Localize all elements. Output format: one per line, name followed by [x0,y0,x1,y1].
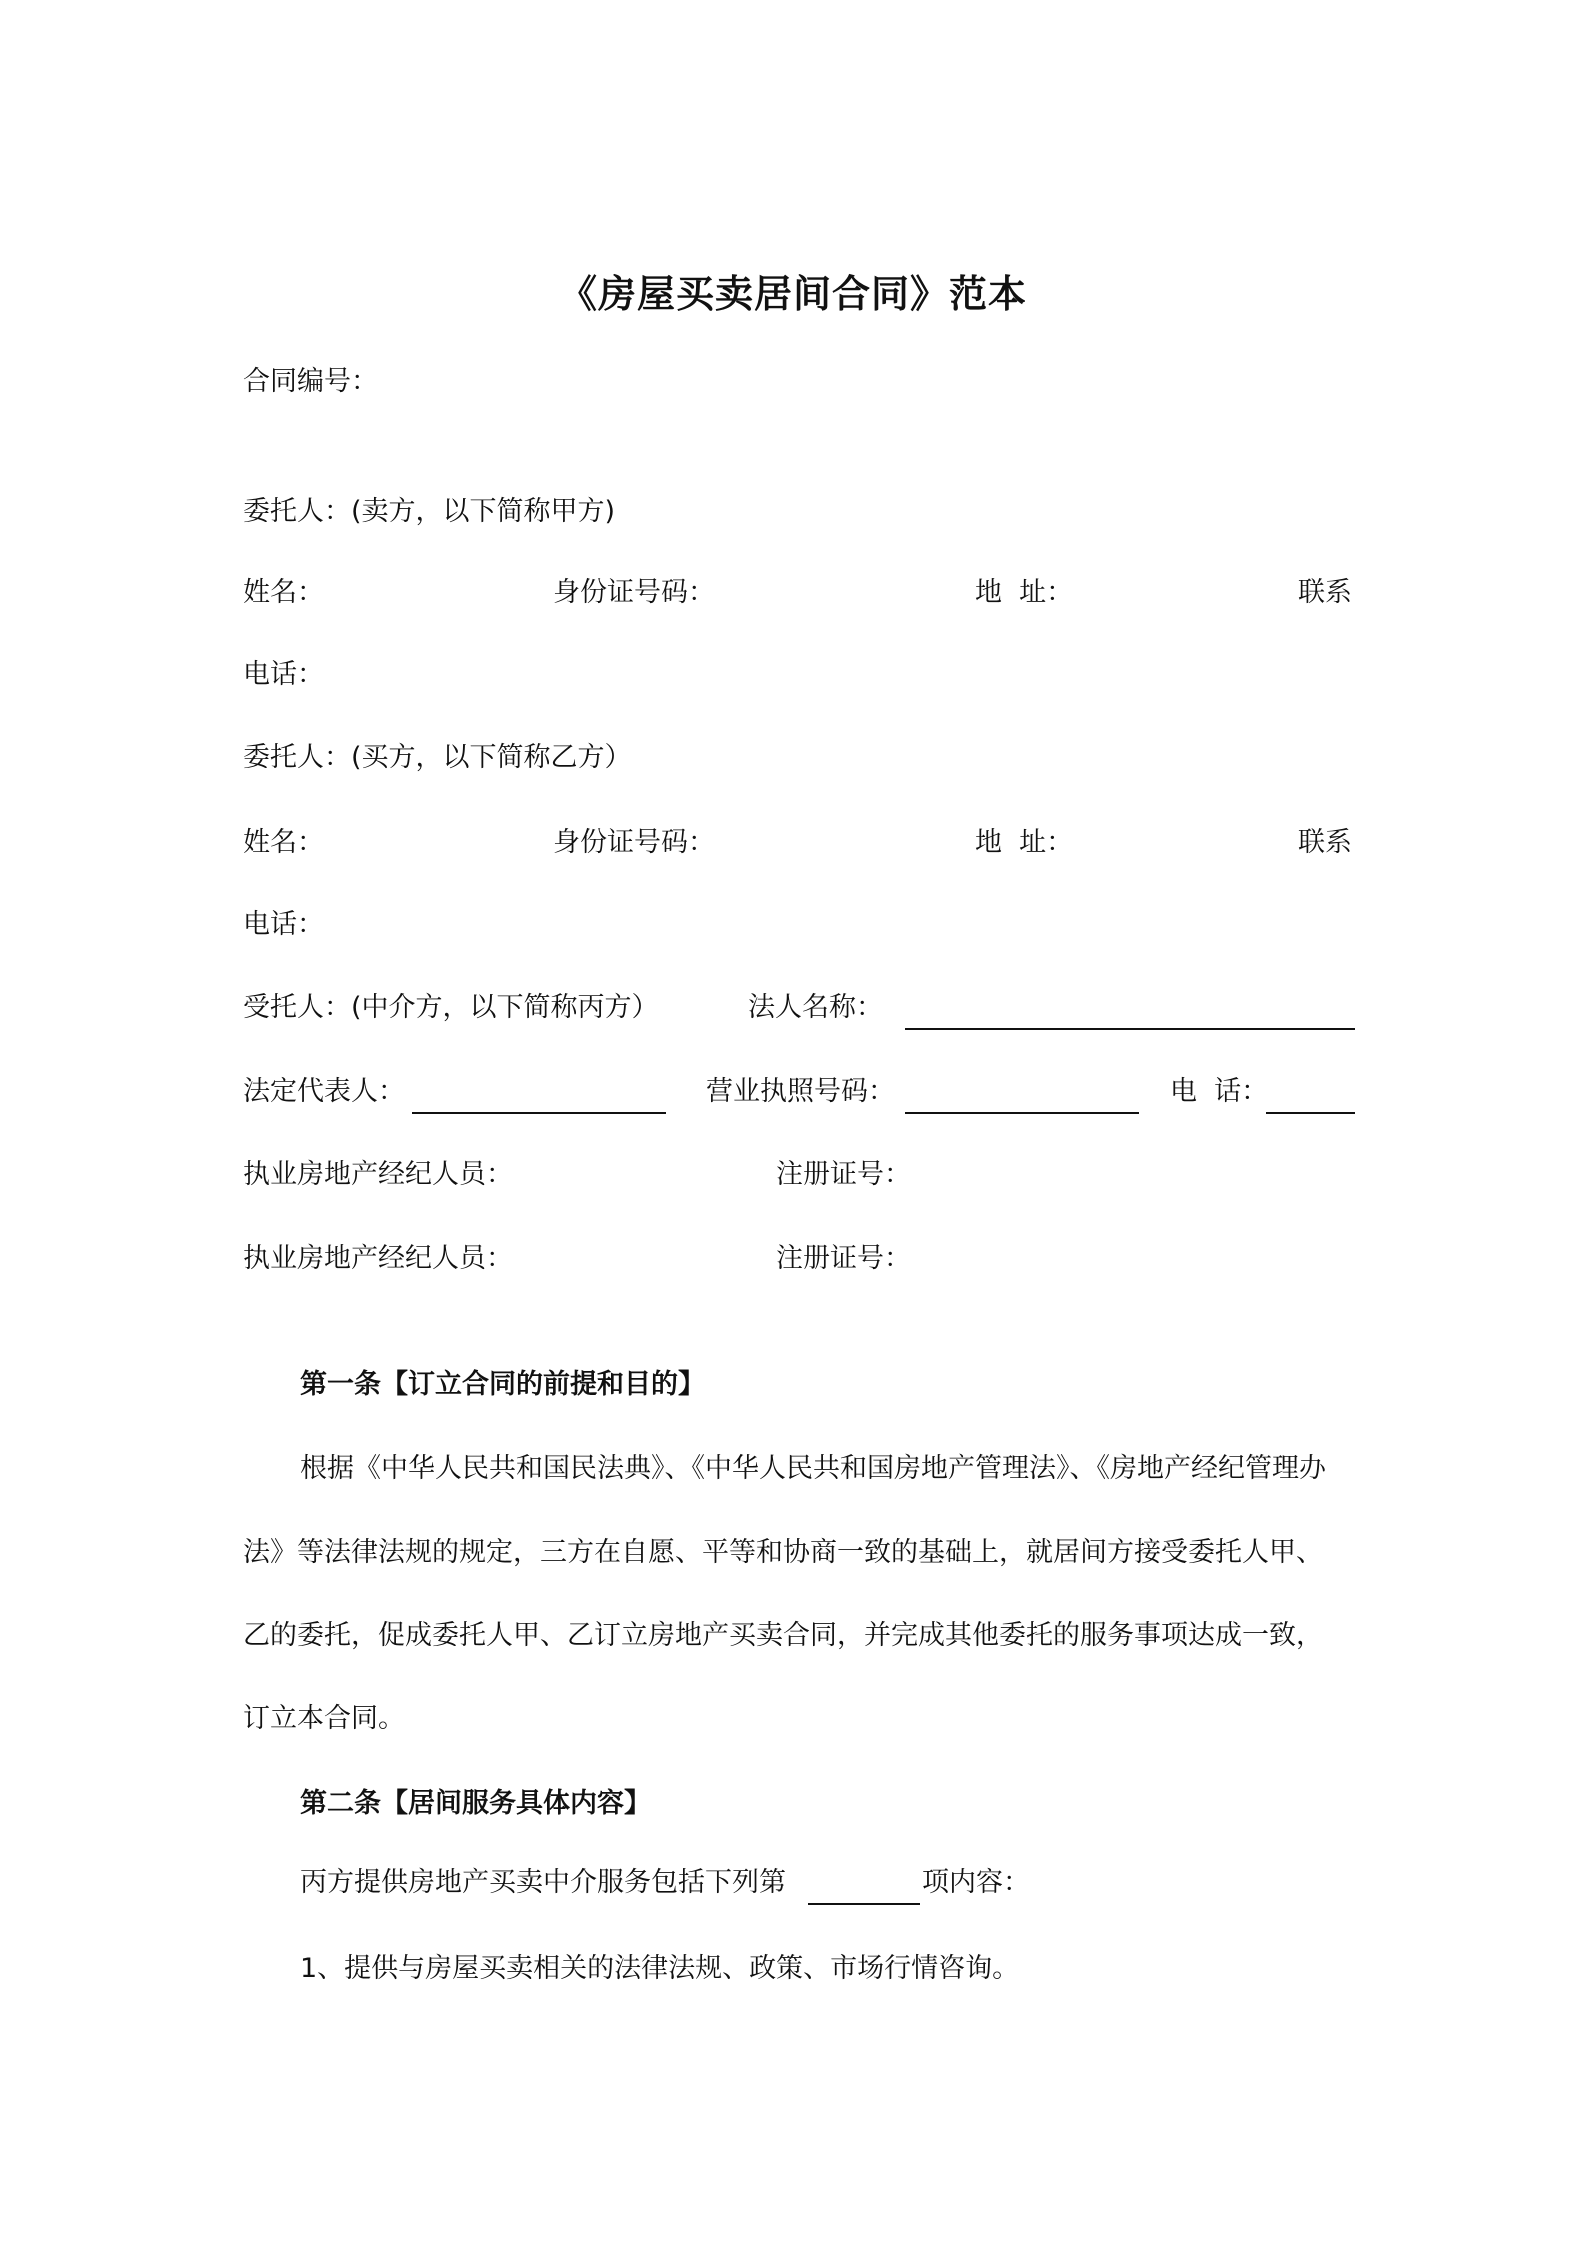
service-items-field[interactable] [808,1903,920,1905]
party-b-phone-label: 电话： [243,909,324,940]
party-a-address-label: 地 址： [975,577,1074,608]
article-2-intro-before: 丙方提供房地产买卖中介服务包括下列第 [300,1867,786,1898]
article-1-line-3: 乙的委托，促成委托人甲、乙订立房地产买卖合同，并完成其他委托的服务事项达成一致， [243,1620,1323,1651]
article-2-intro-after: 项内容： [922,1867,1030,1898]
party-c-heading: 受托人：(中介方，以下简称丙方） [243,992,659,1023]
party-a-phone-label: 电话： [243,659,324,690]
contract-no-label: 合同编号： [243,366,378,397]
party-a-name-label: 姓名： [243,577,324,608]
party-b-contact-label: 联系 [1298,827,1352,858]
legal-name-label: 法人名称： [748,992,883,1023]
party-a-heading: 委托人：(卖方，以下简称甲方) [243,496,616,527]
agency-phone-field[interactable] [1266,1112,1355,1114]
article-1-line-2: 法》等法律法规的规定，三方在自愿、平等和协商一致的基础上，就居间方接受委托人甲、 [243,1537,1323,1568]
legal-rep-field[interactable] [412,1112,666,1114]
article-1-line-4: 订立本合同。 [243,1703,405,1734]
article-1-heading: 第一条【订立合同的前提和目的】 [300,1369,705,1400]
license-no-label: 营业执照号码： [706,1076,895,1107]
agent-reg-label-1: 注册证号： [776,1159,911,1190]
party-b-id-label: 身份证号码： [553,827,715,858]
legal-name-field[interactable] [905,1028,1355,1030]
article-2-heading: 第二条【居间服务具体内容】 [300,1788,651,1819]
agent-reg-label-2: 注册证号： [776,1243,911,1274]
legal-rep-label: 法定代表人： [243,1076,405,1107]
license-no-field[interactable] [905,1112,1139,1114]
agent-label-2: 执业房地产经纪人员： [243,1243,513,1274]
agent-label-1: 执业房地产经纪人员： [243,1159,513,1190]
party-b-heading: 委托人：(买方，以下简称乙方） [243,742,632,773]
party-a-contact-label: 联系 [1298,577,1352,608]
party-a-id-label: 身份证号码： [553,577,715,608]
party-b-address-label: 地 址： [975,827,1074,858]
article-2-item-1: 1、提供与房屋买卖相关的法律法规、政策、市场行情咨询。 [300,1953,1020,1984]
agency-phone-label: 电 话： [1170,1076,1269,1107]
party-b-name-label: 姓名： [243,827,324,858]
article-1-line-1: 根据《中华人民共和国民法典》、《中华人民共和国房地产管理法》、《房地产经纪管理办 [300,1453,1326,1484]
page-title: 《房屋买卖居间合同》范本 [558,272,1027,316]
